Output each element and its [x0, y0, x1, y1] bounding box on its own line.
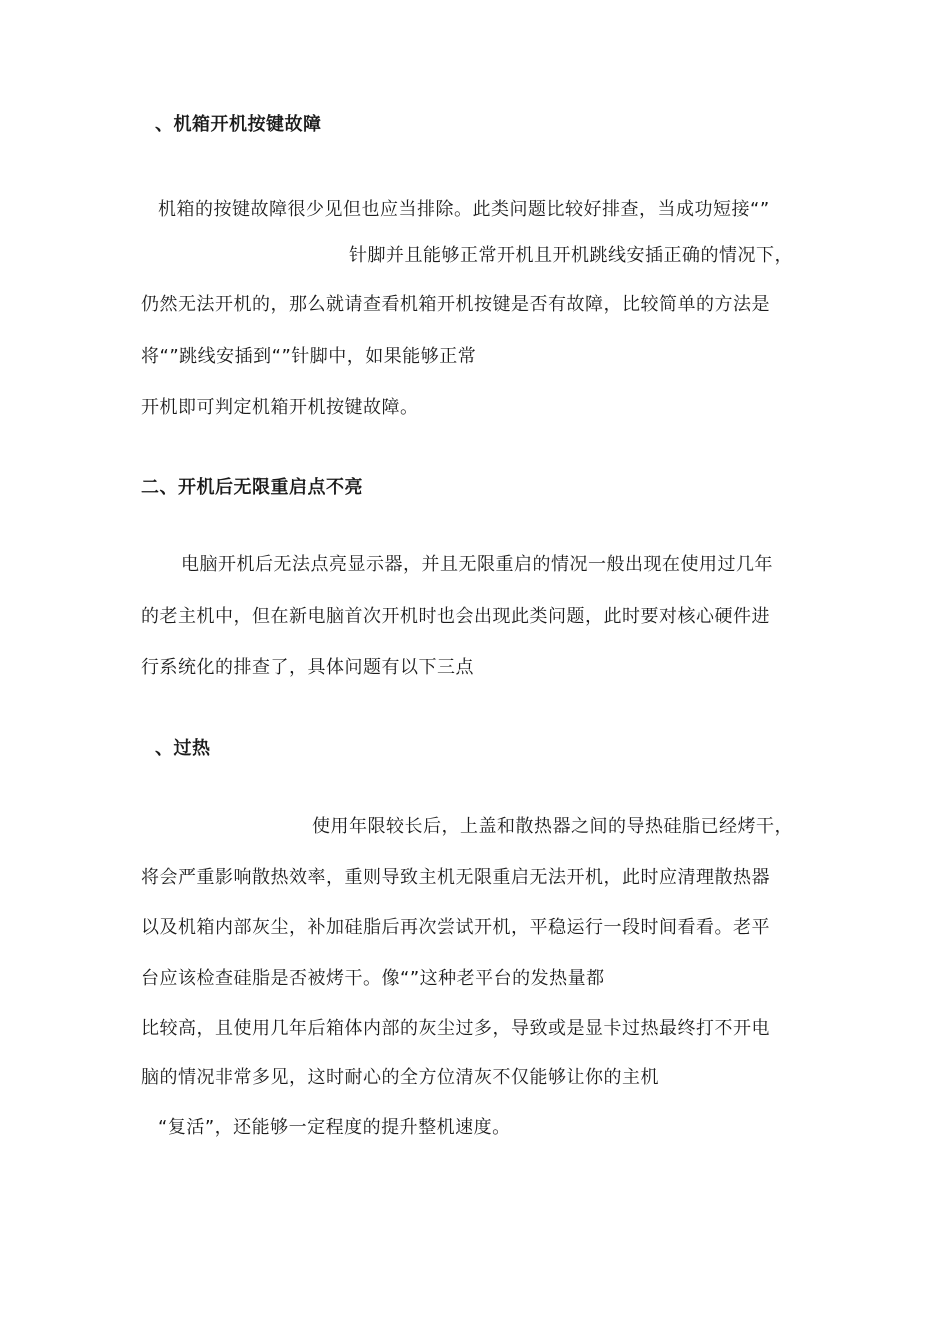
paragraph-line: 台应该检查硅脂是否被烤干。像“”这种老平台的发热量都 — [141, 968, 605, 989]
paragraph-line: 脑的情况非常多见，这时耐心的全方位清灰不仅能够让你的主机 — [141, 1067, 659, 1088]
paragraph-line: 比较高，且使用几年后箱体内部的灰尘过多，导致或是显卡过热最终打不开电 — [141, 1018, 770, 1039]
paragraph-line: 针脚并且能够正常开机且开机跳线安插正确的情况下， — [349, 245, 793, 266]
paragraph-line: 开机即可判定机箱开机按键故障。 — [141, 397, 419, 418]
paragraph-line: 的老主机中，但在新电脑首次开机时也会出现此类问题，此时要对核心硬件进 — [141, 606, 770, 627]
section-heading-overheat: 、过热 — [155, 738, 211, 759]
paragraph-line: 电脑开机后无法点亮显示器，并且无限重启的情况一般出现在使用过几年 — [181, 554, 773, 575]
paragraph-line: 以及机箱内部灰尘，补加硅脂后再次尝试开机，平稳运行一段时间看看。老平 — [141, 917, 770, 938]
paragraph-line: 仍然无法开机的，那么就请查看机箱开机按键是否有故障，比较简单的方法是 — [141, 294, 770, 315]
paragraph-line: “复活”，还能够一定程度的提升整机速度。 — [158, 1117, 511, 1138]
section-heading-power-button: 、机箱开机按键故障 — [155, 114, 322, 135]
paragraph-line: 使用年限较长后，上盖和散热器之间的导热硅脂已经烤干， — [312, 816, 793, 837]
paragraph-line: 将会严重影响散热效率，重则导致主机无限重启无法开机，此时应清理散热器 — [141, 867, 770, 888]
section-heading-reboot-loop: 二、开机后无限重启点不亮 — [141, 477, 363, 498]
paragraph-line: 将“”跳线安插到“”针脚中，如果能够正常 — [141, 346, 477, 367]
paragraph-line: 机箱的按键故障很少见但也应当排除。此类问题比较好排查，当成功短接“” — [158, 199, 770, 220]
paragraph-line: 行系统化的排查了，具体问题有以下三点 — [141, 657, 474, 678]
